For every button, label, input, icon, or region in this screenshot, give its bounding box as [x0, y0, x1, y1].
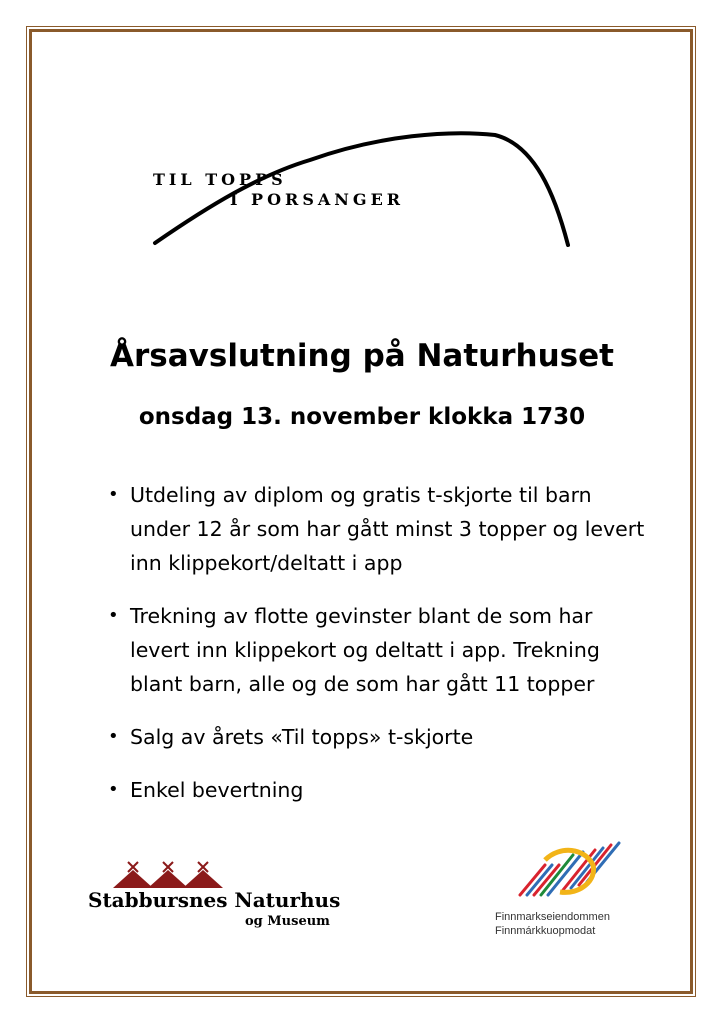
stabbursnes-logo	[88, 860, 348, 940]
til-topps-logo	[150, 115, 580, 255]
program-list	[108, 478, 648, 826]
list-item-text: Enkel bevertning	[130, 778, 304, 802]
logo-text-line2: I PORSANGER	[230, 190, 405, 209]
list-item-text: Salg av årets «Til topps» t-skjorte	[130, 725, 474, 749]
stabbursnes-subtitle: og Museum	[245, 914, 330, 929]
list-item-text: Utdeling av diplom og gratis t-skjorte til barn under 12 år som har gått minst 3 topper og levert inn klippekort/deltatt i app	[130, 483, 645, 575]
bullet-icon: •	[108, 726, 119, 747]
stripes-icon	[515, 840, 625, 900]
finnmark-name-sami: Finnmárkkuopmodat	[495, 925, 596, 937]
finnmark-name-norwegian: Finnmarkseiendommen	[495, 911, 610, 923]
page-title: Årsavslutning på Naturhuset	[110, 338, 614, 374]
bullet-icon: •	[108, 484, 119, 505]
bullet-icon: •	[108, 779, 119, 800]
list-item	[108, 599, 648, 701]
bullet-icon: •	[108, 605, 119, 626]
event-date: onsdag 13. november klokka 1730	[138, 404, 586, 430]
finnmarkseiendommen-logo	[490, 840, 650, 950]
list-item	[108, 720, 648, 754]
stabbursnes-name: Stabbursnes Naturhus	[88, 888, 341, 912]
roof-icon	[113, 860, 223, 890]
list-item-text: Trekning av flotte gevinster blant de som har levert inn klippekort og deltatt i app. Trekning blant barn, alle og de som har gått 11 topper	[130, 604, 600, 696]
list-item	[108, 773, 648, 807]
logo-text-line1: TIL TOPPS	[153, 170, 287, 189]
list-item	[108, 478, 648, 580]
